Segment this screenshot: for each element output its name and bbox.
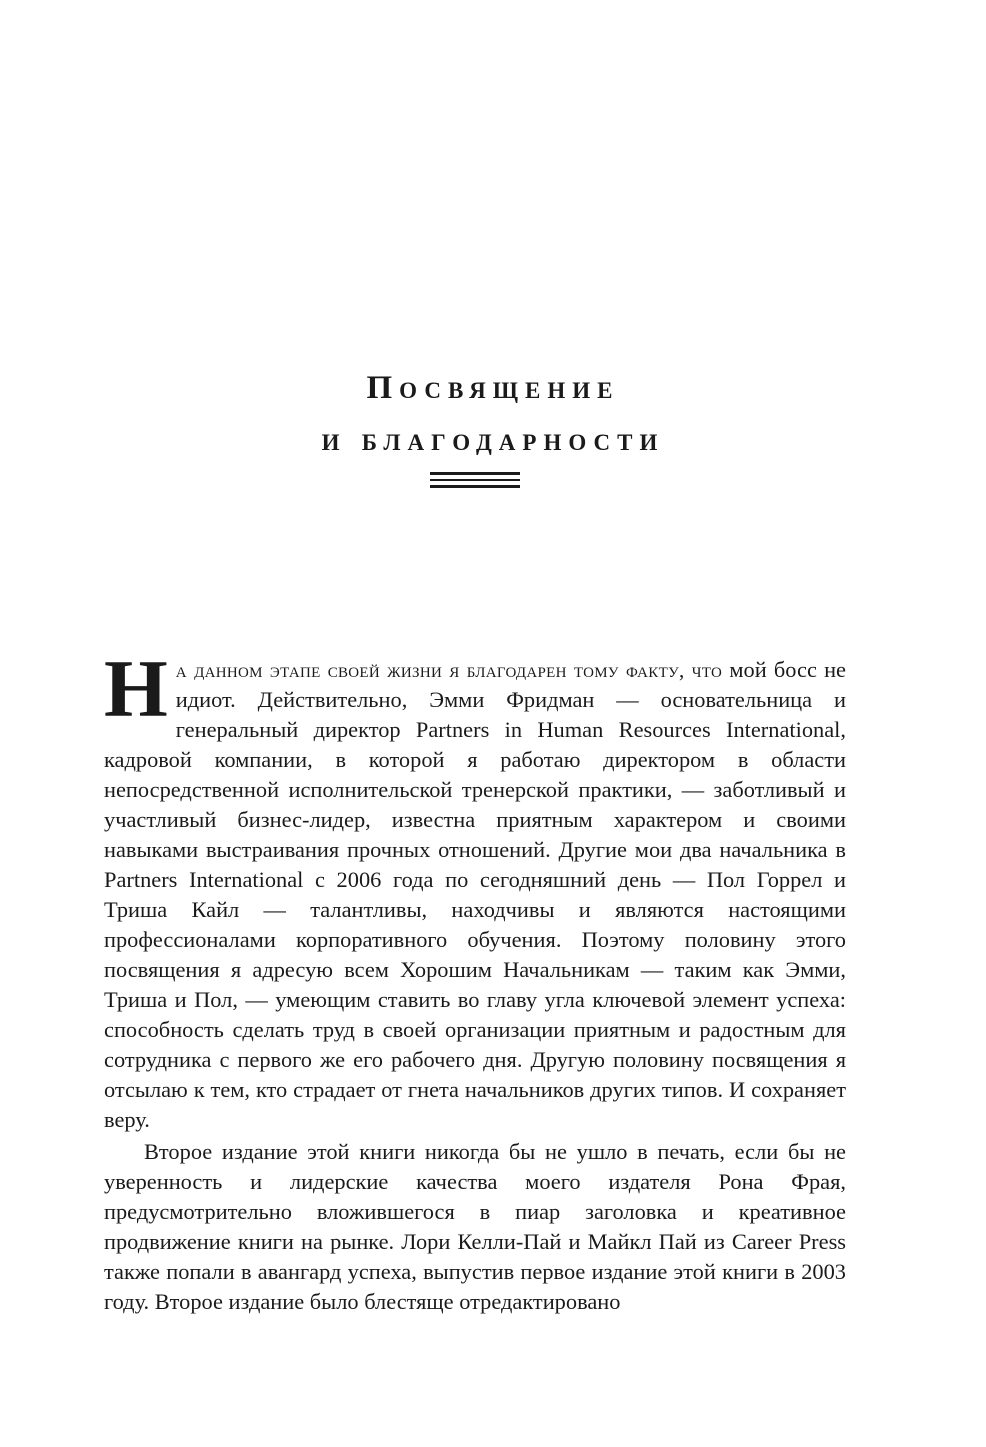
ornament-rule-middle xyxy=(430,479,520,481)
ornament-rule-bottom xyxy=(430,485,520,488)
drop-cap: Н xyxy=(104,643,168,734)
heading-line-1: Посвящение xyxy=(366,370,620,406)
chapter-heading xyxy=(0,362,986,466)
paragraph-1 xyxy=(104,643,846,1135)
paragraph-2: Второе издание этой книги никогда бы не ушло в печать, если бы не уверенность и лидерские качества моего издателя Рона Фрая, предусмотрительно вложившегося в пиар заголовка и креативное продвижение книги на рынке. Лори Келли-Пай и Майкл Пай из Career Press также попали в авангард успеха, выпустив первое издание этой книги в 2003 году. Второе издание было блестяще отредактировано xyxy=(104,1139,846,1314)
ornament-rule-top xyxy=(430,472,520,475)
paragraph-1-text: мой босс не идиот. Действительно, Эмми Фридман — основательница и генеральный директор Partners in Human Resources International, кадровой компании, в которой я работаю директором в области непосредственной исполнительской тренерской практики, — заботливый и участливый бизнес-лидер, известна приятным характером и своими навыками выстраивания прочных отношений. Другие мои два начальника в Partners International с 2006 года по сегодняшний день — Пол Горрел и Триша Кайл — талантливы, находчивы и являются настоящими профессионалами корпоративного обучения. Поэтому половину этого посвящения я адресую всем Хорошим Начальникам — таким как Эмми, Триша и Пол, — умеющим ставить во главу угла ключевой элемент успеха: способность сделать труд в своей организации приятным и радостным для сотрудника с первого же его рабочего дня. Другую половину посвящения я отсылаю к тем, кто страдает от гнета начальников других типов. И сохраняет веру. xyxy=(104,657,846,1132)
lead-in-small-caps: а данном этапе своей жизни я благодарен тому факту, что xyxy=(175,658,723,682)
heading-line-2: и благодарности xyxy=(321,422,665,458)
body-text xyxy=(104,643,846,1317)
